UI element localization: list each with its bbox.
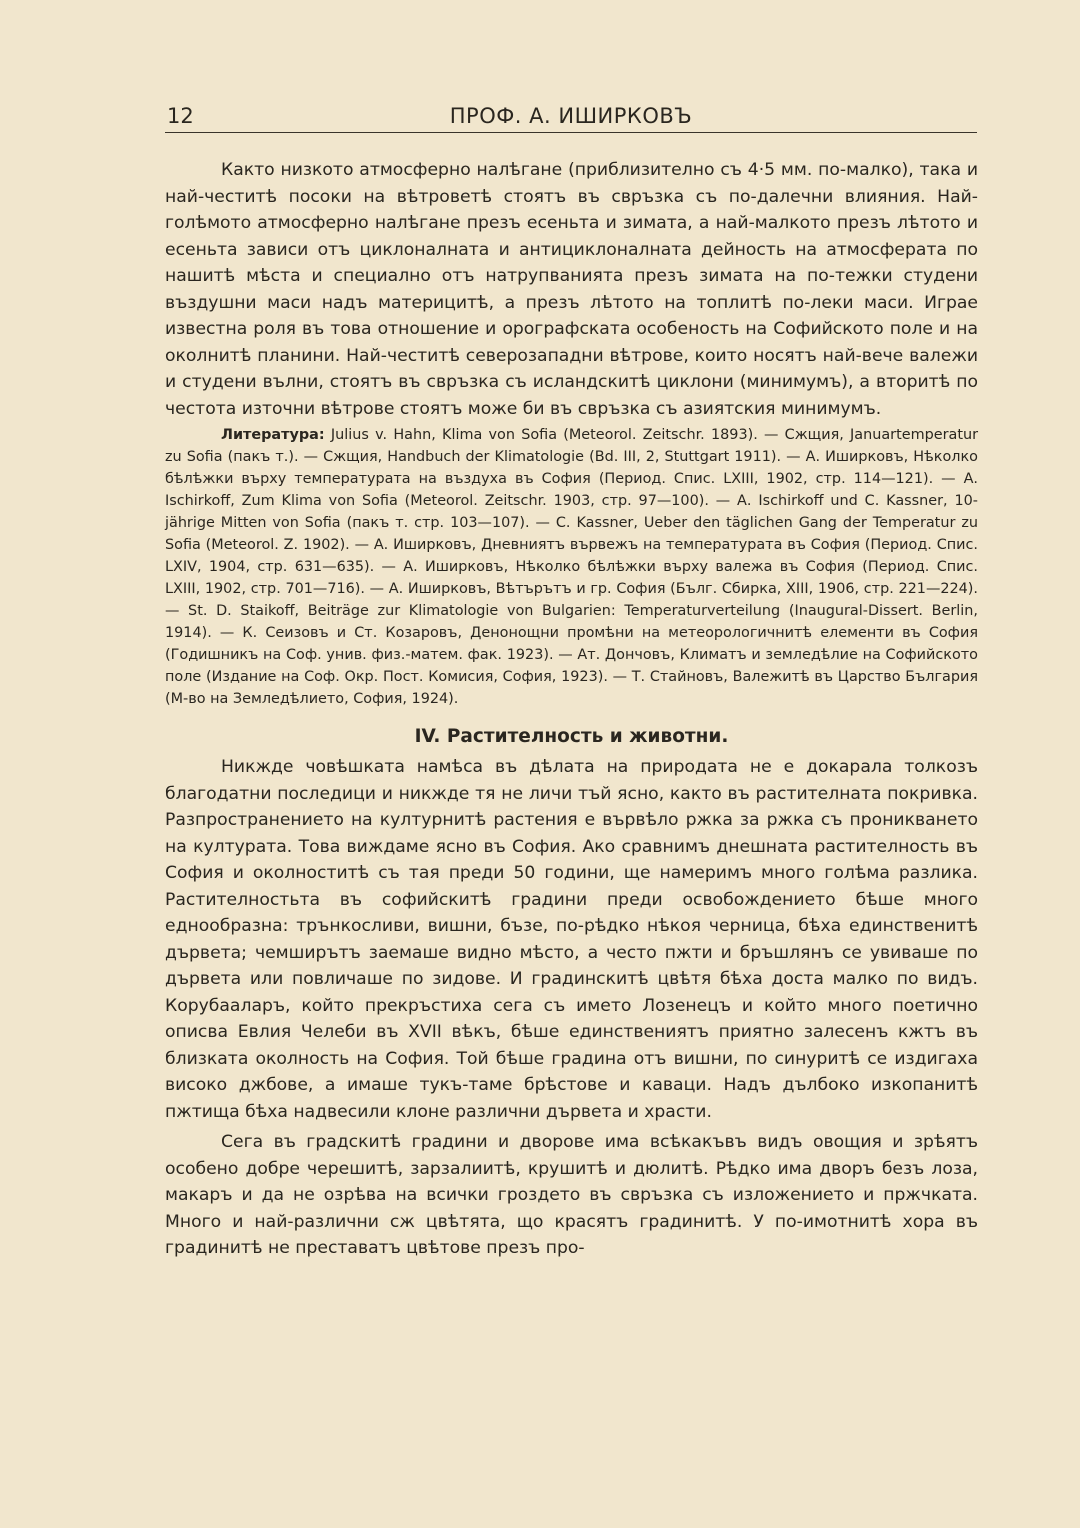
paragraph-climate: Както низкото атмосферно налѣгане (приблизително съ 4·5 мм. по-малко), така и най-честитѣ посоки на вѣтроветѣ стоятъ въ свръзка съ по-далечни влияния. Най-голѣмото атмосферно налѣгане презъ есеньта и зимата, а най-малкото презъ лѣтото и есеньта зависи отъ циклоналната и антициклоналната дейность на атмосферата по нашитѣ мѣста и специално отъ натрупванията презъ зимата на по-тежки студени въздушни маси надъ материцитѣ, а презъ лѣтото на топлитѣ по-леки маси. Играе известна роля въ това отношение и орографската особеность на Софийското поле и на околнитѣ планини. Най-честитѣ северозападни вѣтрове, които носятъ най-вече валежи и студени вълни, стоятъ въ свръзка съ исландскитѣ циклони (минимумъ), а вторитѣ по честота източни вѣтрове стоятъ може би въ свръзка съ азиятския минимумъ.: [165, 160, 978, 419]
running-head: ПРОФ. А. ИШИРКОВЪ: [449, 104, 693, 128]
literature-block: [165, 424, 978, 710]
paragraph-gardens: Сега въ градскитѣ градини и дворове има всѣкакъвъ видъ овощия и зрѣятъ особено добре черешитѣ, зарзалиитѣ, крушитѣ и дюлитѣ. Рѣдко има дворъ безъ лоза, макаръ и да не озрѣва на всички гроздето въ свръзка съ изложението и пржчката. Много и най-различни сж цвѣтята, що красятъ градинитѣ. У по-имотнитѣ хора въ градинитѣ не преставатъ цвѣтове презъ про-: [165, 1132, 978, 1258]
section-title: IV. Растителность и животни.: [414, 726, 729, 747]
paragraph-vegetation: Никжде човѣшката намѣса въ дѣлата на природата не е докарала толкозъ благодатни последици и никжде тя не личи тъй ясно, както въ растителната покривка. Разпространението на културнитѣ растения е вървѣло ржка за ржка съ проникването на културата. Това виждаме ясно въ София. Ако сравнимъ днешната растителность въ София и околноститѣ съ тая преди 50 години, ще намеримъ много голѣма разлика. Растителностьта въ софийскитѣ градини преди освобождението бѣше много еднообразна: трънкосливи, вишни, бъзе, по-рѣдко нѣкоя черница, бѣха единственитѣ дървета; чемширътъ заемаше видно мѣсто, а често пжти и бръшлянъ се увиваше по дървета или повличаше по зидове. И градинскитѣ цвѣтя бѣха доста малко по видъ. Корубааларъ, който прекръстиха сега съ името Лозенецъ и който много поетично описва Евлия Челеби въ XVII вѣкъ, бѣше единствениятъ приятно залесенъ кжтъ въ близката околность на София. Той бѣше градина отъ вишни, по синуритѣ се издигаха високо джбове, а имаше тукъ-таме брѣстове и каваци. Надъ дълбоко изкопанитѣ пжтища бѣха надвесили клоне различни дървета и храсти.: [165, 757, 978, 1122]
page-header: [165, 104, 977, 133]
literature-label: Литература:: [221, 427, 325, 443]
page-number: 12: [167, 104, 194, 128]
literature-text: Julius v. Hahn, Klima von Sofia (Meteorol. Zeitschr. 1893). — Сжщия, Januartemperatur zu Sofia (пакъ т.). — Сжщия, Handbuch der Klimatologie (Bd. III, 2, Stuttgart 1911). — А. Иширковъ, Нѣколко бѣлѣжки върху температурата на въздуха въ София (Период. Спис. LXIII, 1902, стр. 114—121). — А. Ischirkoff, Zum Klima von Sofia (Meteorol. Zeitschr. 1903, стр. 97—100). — А. Ischirkoff und C. Kassner, 10-jährige Mitten von Sofia (пакъ т. стр. 103—107). — C. Kassner, Ueber den täglichen Gang der Temperatur zu Sofia (Meteorol. Z. 1902). — А. Иширковъ, Дневниятъ вървежъ на температурата въ София (Период. Спис. LXIV, 1904, стр. 631—635). — А. Иширковъ, Нѣколко бѣлѣжки върху валежа въ София (Период. Спис. LXIII, 1902, стр. 701—716). — А. Иширковъ, Вѣтърътъ и гр. София (Бълг. Сбирка, XIII, 1906, стр. 221—224). — St. D. Staikoff, Beiträge zur Klimatologie von Bulgarien: Temperaturverteilung (Inaugural-Dissert. Berlin, 1914). — К. Сеизовъ и Ст. Козаровъ, Денонощни промѣни на метеорологичнитѣ елементи въ София (Годишникъ на Соф. унив. физ.-матем. фак. 1923). — Ат. Дончовъ, Климатъ и земледѣлие на Софийското поле (Издание на Соф. Окр. Пост. Комисия, София, 1923). — Т. Стайновъ, Валежитѣ въ Царство България (М-во на Земледѣлието, София, 1924).: [165, 427, 979, 707]
page-body: [165, 157, 978, 1262]
